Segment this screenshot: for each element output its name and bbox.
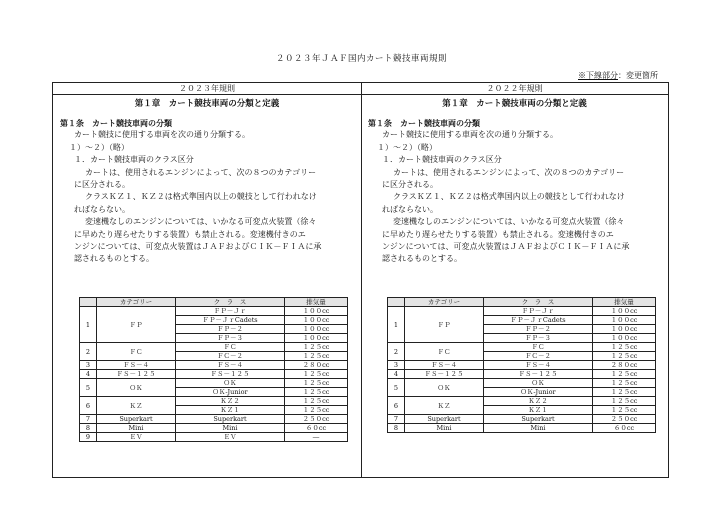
category-number: 8 [80,424,97,433]
displacement-value: ２５０cc [593,415,656,424]
text-line: に区分される。 [74,180,130,190]
table-row [80,415,348,424]
displacement-value: １００cc [593,307,656,316]
table-row [80,361,348,370]
table-row [388,424,656,433]
text-line: 認されるものとする。 [382,254,462,264]
class-name: ＦＳ－４ [176,361,285,370]
displacement-value: １００cc [285,325,348,334]
text-line: カートは、使用されるエンジンによって、次の８つのカテゴリー [393,167,625,177]
class-name: ＦＰ－２ [176,325,285,334]
text-line: に早めたり遅らせたりする装置）も禁止される。変速機付きのエ [74,229,306,239]
displacement-value: １２５cc [593,370,656,379]
column-2022 [361,83,668,477]
column-header-2023: ２０２３年規則 [53,83,361,95]
displacement-value: １００cc [593,334,656,343]
category-number: 2 [80,343,97,361]
class-name: ＦＣ－２ [176,352,285,361]
body-text-2022 [361,117,668,266]
table-header-cell: カテゴリー [405,298,484,307]
displacement-value: １２５cc [593,397,656,406]
text-line: に区分される。 [382,180,438,190]
class-name: ＦＳ－４ [484,361,593,370]
change-note [578,70,658,81]
category-number: 5 [388,379,405,397]
class-name: Mini [484,424,593,433]
class-name: ＦＣ－２ [484,352,593,361]
category-number: 5 [80,379,97,397]
text-line: に早めたり遅らせたりする装置）も禁止される。変速機付きのエ [382,229,614,239]
displacement-value: ２８０cc [285,361,348,370]
text-line: カート競技に使用する車両を次の通り分類する。 [382,130,558,140]
class-name: ＦＰ－ＪｒCadets [176,316,285,325]
class-table-2023 [79,297,348,442]
chapter-title-2022: 第１章 カート競技車両の分類と定義 [442,99,587,109]
class-name: Mini [176,424,285,433]
text-line: 変速機なしのエンジンについては、いかなる可変点火装置（徐々 [85,217,317,227]
class-name: ＦＣ [176,343,285,352]
table-row [388,343,656,352]
table-header-cell [80,298,97,307]
table-header-cell: ク ラ ス [176,298,285,307]
category-number: 1 [388,307,405,343]
chapter-title-2023: 第１章 カート競技車両の分類と定義 [134,99,280,109]
text-line: １）～２）（略） [377,142,437,152]
displacement-value: １００cc [285,334,348,343]
text-line: カート競技に使用する車両を次の通り分類する。 [74,130,250,140]
text-line: ればならない。 [382,204,438,214]
column-2023 [53,83,362,477]
displacement-value: １２５cc [285,379,348,388]
table-header-cell: ク ラ ス [484,298,593,307]
displacement-value: １００cc [593,316,656,325]
displacement-value: １２５cc [593,352,656,361]
category-number: 2 [388,343,405,361]
displacement-value: １２５cc [593,406,656,415]
class-name: ＯＫ [176,379,285,388]
table-header-cell: 排気量 [593,298,656,307]
table-row [80,424,348,433]
text-line: カートは、使用されるエンジンによって、次の８つのカテゴリー [85,167,317,177]
change-note-text: ：変更箇所 [618,71,658,80]
category-number: 3 [80,361,97,370]
displacement-value: １００cc [593,325,656,334]
class-name: ＫＺ１ [176,406,285,415]
displacement-value: ２５０cc [285,415,348,424]
table-header-row [80,298,348,307]
class-name: ＯＫ [484,379,593,388]
text-line: １．カート競技車両のクラス区分 [382,155,502,165]
text-line: １．カート競技車両のクラス区分 [74,155,194,165]
table-row [80,433,348,442]
text-line: 認されるものとする。 [74,254,154,264]
class-name: ＯＫ-Junior [176,388,285,397]
category-name: ＦＳ－４ [405,361,484,370]
displacement-value: ２８０cc [593,361,656,370]
displacement-value: １００cc [285,307,348,316]
text-line: ればならない。 [74,204,130,214]
article-title-2022: 第１条 カート競技車両の分類 [368,118,480,128]
table-row [80,379,348,388]
class-name: ＦＰ－２ [484,325,593,334]
text-line: クラスＫＺ１、ＫＺ２は格式準国内以上の競技として行われなけ [85,192,317,202]
category-name: Mini [405,424,484,433]
class-name: ＫＺ１ [484,406,593,415]
category-name: ＥＶ [97,433,176,442]
class-name: ＦＰ－３ [176,334,285,343]
table-row [388,415,656,424]
class-name: ＯＫ-Junior [484,388,593,397]
table-row [388,397,656,406]
class-name: ＦＰ－Ｊｒ [176,307,285,316]
category-number: 1 [80,307,97,343]
class-name: ＫＺ２ [176,397,285,406]
category-number: 8 [388,424,405,433]
category-name: Superkart [405,415,484,424]
class-name: ＫＺ２ [484,397,593,406]
displacement-value: １２５cc [285,406,348,415]
table-row [388,379,656,388]
class-table-2022 [387,297,656,433]
column-header-2022: ２０２２年規則 [361,83,668,95]
text-line: ンジンについては、可変点火装置はＪＡＦおよびＣＩＫ－ＦＩＡに承 [74,242,322,252]
displacement-value: １２５cc [593,343,656,352]
table-row [80,307,348,316]
displacement-value: １００cc [285,316,348,325]
comparison-table [52,82,669,478]
category-name: ＯＫ [405,379,484,397]
table-header-cell: 排気量 [285,298,348,307]
article-title-2023: 第１条 カート競技車両の分類 [60,118,172,128]
category-number: 7 [388,415,405,424]
category-number: 4 [80,370,97,379]
text-line: クラスＫＺ１、ＫＺ２は格式準国内以上の競技として行われなけ [393,192,625,202]
displacement-value: ― [285,433,348,442]
category-number: 9 [80,433,97,442]
table-row [388,370,656,379]
category-name: Superkart [97,415,176,424]
class-name: ＦＰ－３ [484,334,593,343]
displacement-value: １２５cc [285,397,348,406]
table-row [388,307,656,316]
table-header-cell: カテゴリー [97,298,176,307]
table-header-row [388,298,656,307]
category-name: ＦＣ [97,343,176,361]
table-row [80,343,348,352]
displacement-value: １２５cc [285,352,348,361]
class-name: ＦＣ [484,343,593,352]
text-line: 変速機なしのエンジンについては、いかなる可変点火装置（徐々 [393,217,625,227]
category-name: ＦＳ－１２５ [97,370,176,379]
class-name: ＦＰ－ＪｒCadets [484,316,593,325]
table-row [388,361,656,370]
category-number: 4 [388,370,405,379]
displacement-value: １２５cc [285,388,348,397]
displacement-value: ６０cc [285,424,348,433]
class-name: Superkart [484,415,593,424]
category-name: ＯＫ [97,379,176,397]
category-name: ＦＳ－１２５ [405,370,484,379]
displacement-value: ６０cc [593,424,656,433]
class-name: Superkart [176,415,285,424]
body-text-2023 [53,117,361,266]
table-header-cell [388,298,405,307]
table-row [80,397,348,406]
class-name: ＦＰ－Ｊｒ [484,307,593,316]
category-number: 7 [80,415,97,424]
category-name: ＦＣ [405,343,484,361]
class-name: ＥＶ [176,433,285,442]
displacement-value: １２５cc [285,343,348,352]
category-name: Mini [97,424,176,433]
displacement-value: １２５cc [593,388,656,397]
category-number: 6 [388,397,405,415]
category-name: ＦＰ [97,307,176,343]
category-number: 6 [80,397,97,415]
class-name: ＦＳ－１２５ [484,370,593,379]
change-note-underlined: ※下線部分 [578,71,618,80]
text-line: ンジンについては、可変点火装置はＪＡＦおよびＣＩＫ－ＦＩＡに承 [382,242,630,252]
category-number: 3 [388,361,405,370]
category-name: ＫＺ [97,397,176,415]
category-name: ＦＰ [405,307,484,343]
displacement-value: １２５cc [285,370,348,379]
document-title: ２０２３年ＪＡＦ国内カート競技車両規則 [275,54,447,64]
table-row [80,370,348,379]
displacement-value: １２５cc [593,379,656,388]
category-name: ＫＺ [405,397,484,415]
text-line: １）～２）（略） [69,142,129,152]
category-name: ＦＳ－４ [97,361,176,370]
class-name: ＦＳ－１２５ [176,370,285,379]
